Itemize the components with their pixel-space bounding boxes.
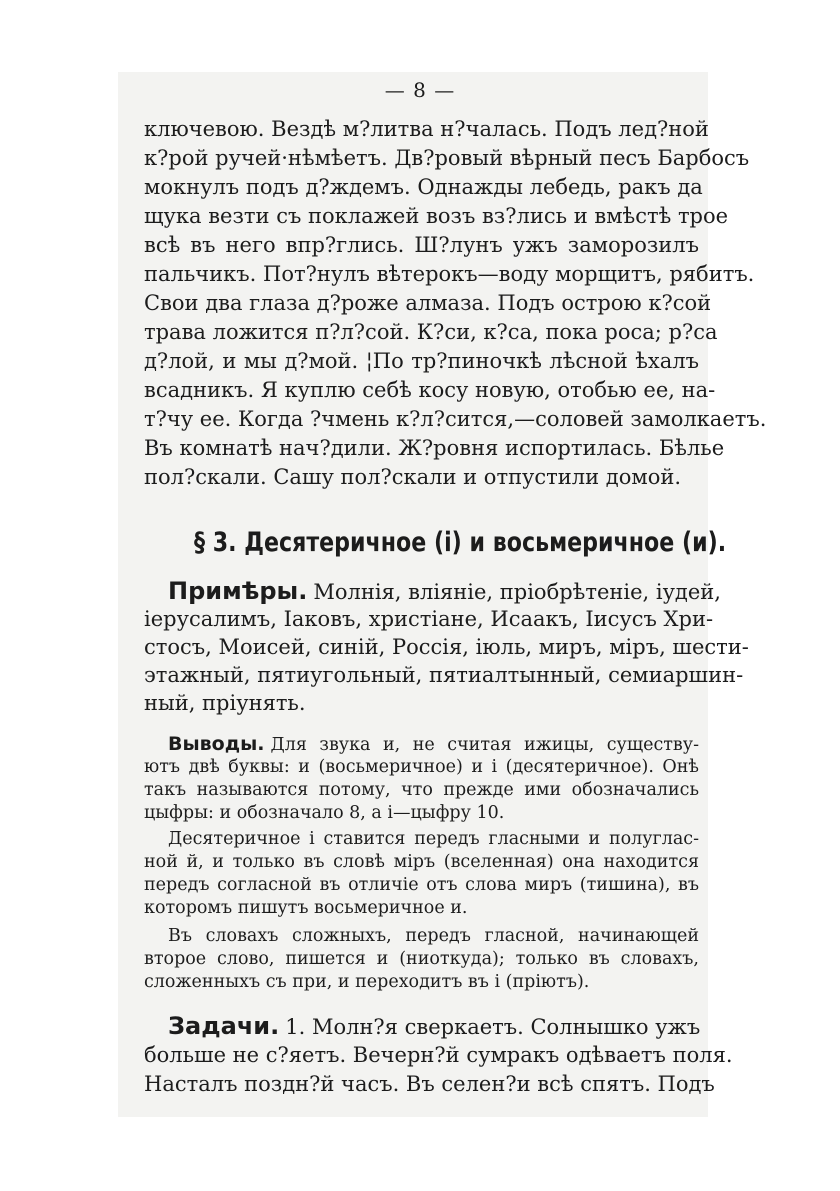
conclusions-line: сложенныхъ съ при, и переходитъ въ і (пріютъ). [144,972,590,992]
examples-line: іерусалимъ, Іаковъ, христіане, Исаакъ, Іисусъ Хри- [144,607,714,631]
conclusions-line [168,733,699,756]
tasks-line: больше не с?яетъ. Вечерн?й сумракъ одѣваетъ поля. [144,1043,733,1067]
text-line: ключевою. Вездѣ м?литва н?чалась. Подъ лед?ной [144,117,709,141]
conclusions-line: передъ согласной въ отличіе отъ слова миръ (тишина), въ [144,875,699,895]
conclusions-line: Въ словахъ сложныхъ, передъ гласной, начинающей [168,926,699,946]
examples-line: ный, пріунять. [144,691,306,715]
conclusions-label: Выводы. [168,733,265,755]
conclusions-line: которомъ пишутъ восьмеричное и. [144,898,468,918]
conclusions-text: Для звука и, не считая ижицы, существу- [270,735,699,755]
examples-text: Молнія, вліяніе, пріобрѣтеніе, іудей, [313,580,721,604]
tasks-line: Насталъ поздн?й часъ. Въ селен?и всѣ спятъ. Подъ [144,1072,715,1096]
conclusions-line: цыфры: и обозначало 8, а і—цыфру 10. [144,803,505,823]
conclusions-line: такъ называются потому, что прежде ими обозначались [144,780,699,800]
text-line: всѣ въ него впр?глись. Ш?лунъ ужъ заморозилъ [144,233,699,257]
examples-label: Примѣры. [168,577,308,605]
text-line: мокнулъ подъ д?ждемъ. Однажды лебедь, ракъ да [144,175,703,199]
examples-line: этажный, пятиугольный, пятиалтынный, семиаршин- [144,663,744,687]
text-line: трава ложится п?л?сой. К?си, к?са, пока роса; р?са [144,320,718,344]
text-line: к?рой ручей·нѣмѣетъ. Дв?ровый вѣрный песъ Барбосъ [144,146,750,170]
text-line: пальчикъ. Пот?нулъ вѣтерокъ—воду морщитъ, рябитъ. [144,262,755,286]
text-line: всадникъ. Я куплю себѣ косу новую, отобью ее, на- [144,378,716,402]
examples-line: стосъ, Моисей, синій, Россія, іюль, миръ, міръ, шести- [144,635,749,659]
text-line: д?лой, и мы д?мой. ¦По тр?пиночкѣ лѣсной ѣхалъ [144,349,699,373]
text-line: пол?скали. Сашу пол?скали и отпустили домой. [144,465,682,489]
tasks-text: 1. Молн?я сверкаетъ. Солнышко ужъ [285,1015,701,1039]
conclusions-line: второе слово, пишется и (ниоткуда); только въ словахъ, [144,949,699,969]
conclusions-line: ютъ двѣ буквы: и (восьмеричное) и і (десятеричное). Онѣ [144,757,699,777]
text-line: Въ комнатѣ нач?дили. Ж?ровня испортилась. Бѣлье [144,436,725,460]
text-line: т?чу ее. Когда ?чмень к?л?сится,—соловей замолкаетъ. [144,407,767,431]
conclusions-line: Десятеричное і ставится передъ гласными и полуглас- [168,829,699,849]
examples-line [168,577,721,605]
tasks-label: Задачи. [168,1012,280,1040]
conclusions-line: ной й, и только въ словѣ міръ (вселенная) она находится [144,852,699,872]
text-line: щука везти съ поклажей возъ вз?лись и вмѣстѣ трое [144,204,729,228]
page-number: — 8 — [384,78,456,102]
tasks-line [168,1012,699,1040]
section-heading: § 3. Десятеричное (і) и восьмеричное (и). [193,527,727,558]
text-line: Свои два глаза д?роже алмаза. Подъ острою к?сой [144,291,712,315]
